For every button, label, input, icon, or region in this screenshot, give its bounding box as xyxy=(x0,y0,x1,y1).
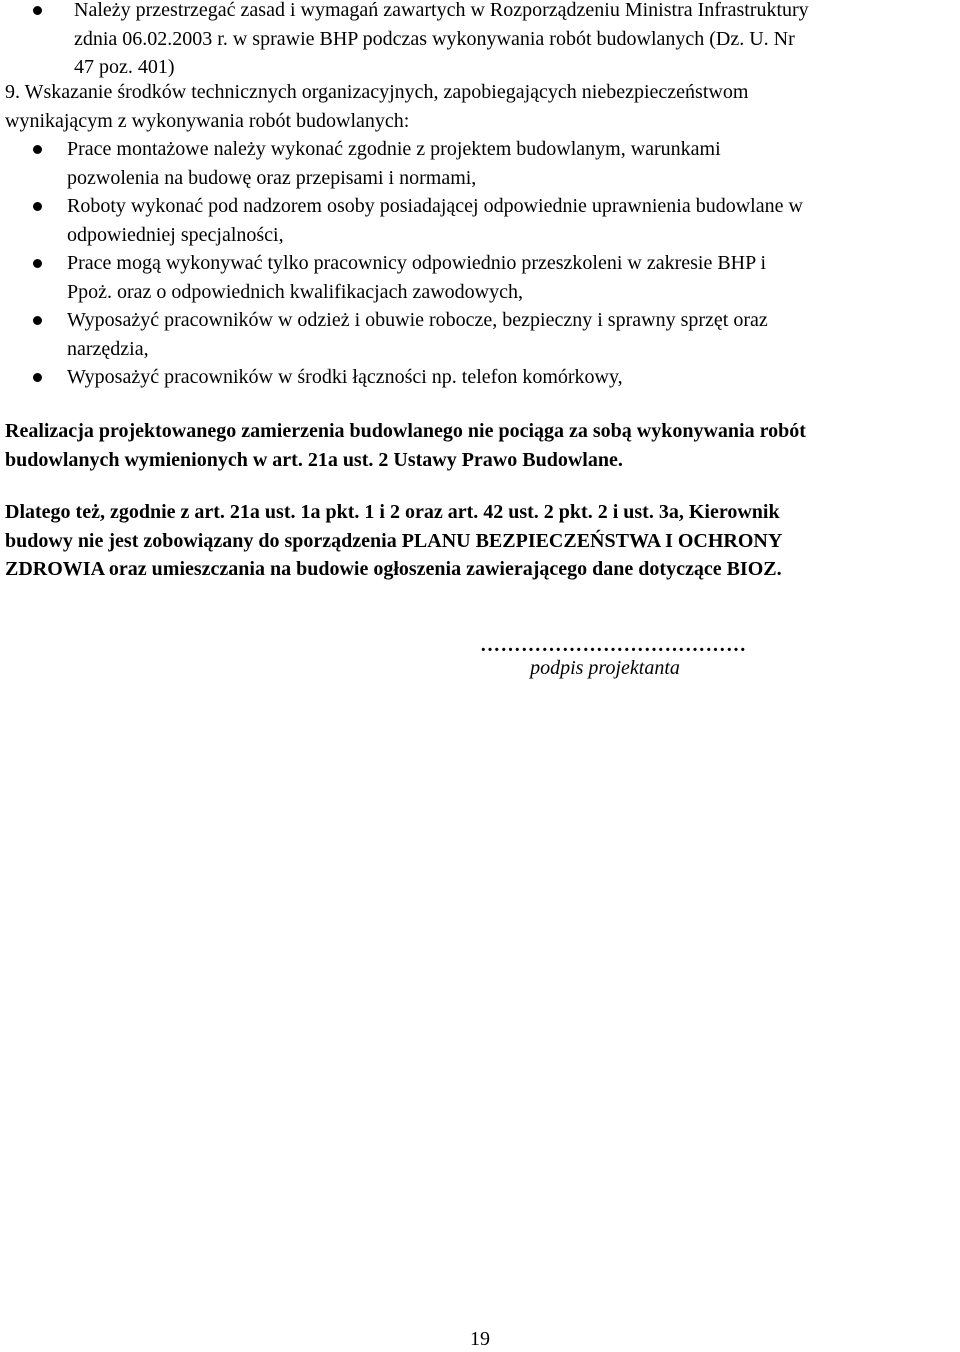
text-line: wynikającym z wykonywania robót budowlanych: xyxy=(5,109,410,132)
text-line: ZDROWIA oraz umieszczania na budowie ogłoszenia zawierającego dane dotyczące BIOZ. xyxy=(5,558,782,580)
text-line: Wyposażyć pracowników w odzież i obuwie robocze, bezpieczny i sprawny sprzęt oraz xyxy=(67,309,768,331)
text-line: Dlatego też, zgodnie z art. 21a ust. 1a pkt. 1 i 2 oraz art. 42 ust. 2 pkt. 2 i ust. 3a, Kierownik xyxy=(5,501,780,523)
signature-label: podpis projektanta xyxy=(530,657,680,679)
bullet-icon xyxy=(33,316,42,325)
signature-line: ………………………………… xyxy=(480,634,747,656)
bullet-icon xyxy=(33,6,42,15)
text-line: Prace mogą wykonywać tylko pracownicy odpowiednio przeszkoleni w zakresie BHP i xyxy=(67,252,767,274)
text-line: pozwolenia na budowę oraz przepisami i normami, xyxy=(67,166,477,189)
bullet-icon xyxy=(33,373,42,382)
text-line: odpowiedniej specjalności, xyxy=(67,223,284,246)
text-line: Ppoż. oraz o odpowiednich kwalifikacjach zawodowych, xyxy=(67,280,523,303)
page-number: 19 xyxy=(470,1328,490,1350)
top-bullet xyxy=(74,0,954,82)
list-item xyxy=(67,192,957,249)
list-item xyxy=(67,249,957,306)
list-item xyxy=(67,135,957,192)
text-line: 9. Wskazanie środków technicznych organizacyjnych, zapobiegających niebezpieczeństwom xyxy=(5,81,749,103)
text-line: budowlanych wymienionych w art. 21a ust. 2 Ustawy Prawo Budowlane. xyxy=(5,448,623,471)
text-line: Realizacja projektowanego zamierzenia budowlanego nie pociąga za sobą wykonywania robót xyxy=(5,420,806,442)
bold-paragraph-dlatego xyxy=(5,498,960,584)
bullet-icon xyxy=(33,259,42,268)
list-item xyxy=(67,306,957,363)
text-line: Należy przestrzegać zasad i wymagań zawartych w Rozporządzeniu Ministra Infrastruktury xyxy=(74,0,809,21)
text-line: 47 poz. 401) xyxy=(74,56,175,78)
text-line: budowy nie jest zobowiązany do sporządzenia PLANU BEZPIECZEŃSTWA I OCHRONY xyxy=(5,529,783,552)
text-line: Roboty wykonać pod nadzorem osoby posiadającej odpowiednie uprawnienia budowlane w xyxy=(67,195,803,217)
text-line: Wyposażyć pracowników w środki łączności np. telefon komórkowy, xyxy=(67,366,623,388)
bullet-list xyxy=(67,135,957,392)
signature-block xyxy=(480,634,747,680)
text-line: Prace montażowe należy wykonać zgodnie z projektem budowlanym, warunkami xyxy=(67,138,721,160)
section-heading xyxy=(5,78,955,135)
text-line: narzędzia, xyxy=(67,337,149,360)
bullet-icon xyxy=(33,202,42,211)
bold-paragraph-realizacja xyxy=(5,417,960,474)
bullet-icon xyxy=(33,145,42,154)
list-item xyxy=(67,363,957,392)
text-line: zdnia 06.02.2003 r. w sprawie BHP podczas wykonywania robót budowlanych (Dz. U. Nr xyxy=(74,27,795,50)
